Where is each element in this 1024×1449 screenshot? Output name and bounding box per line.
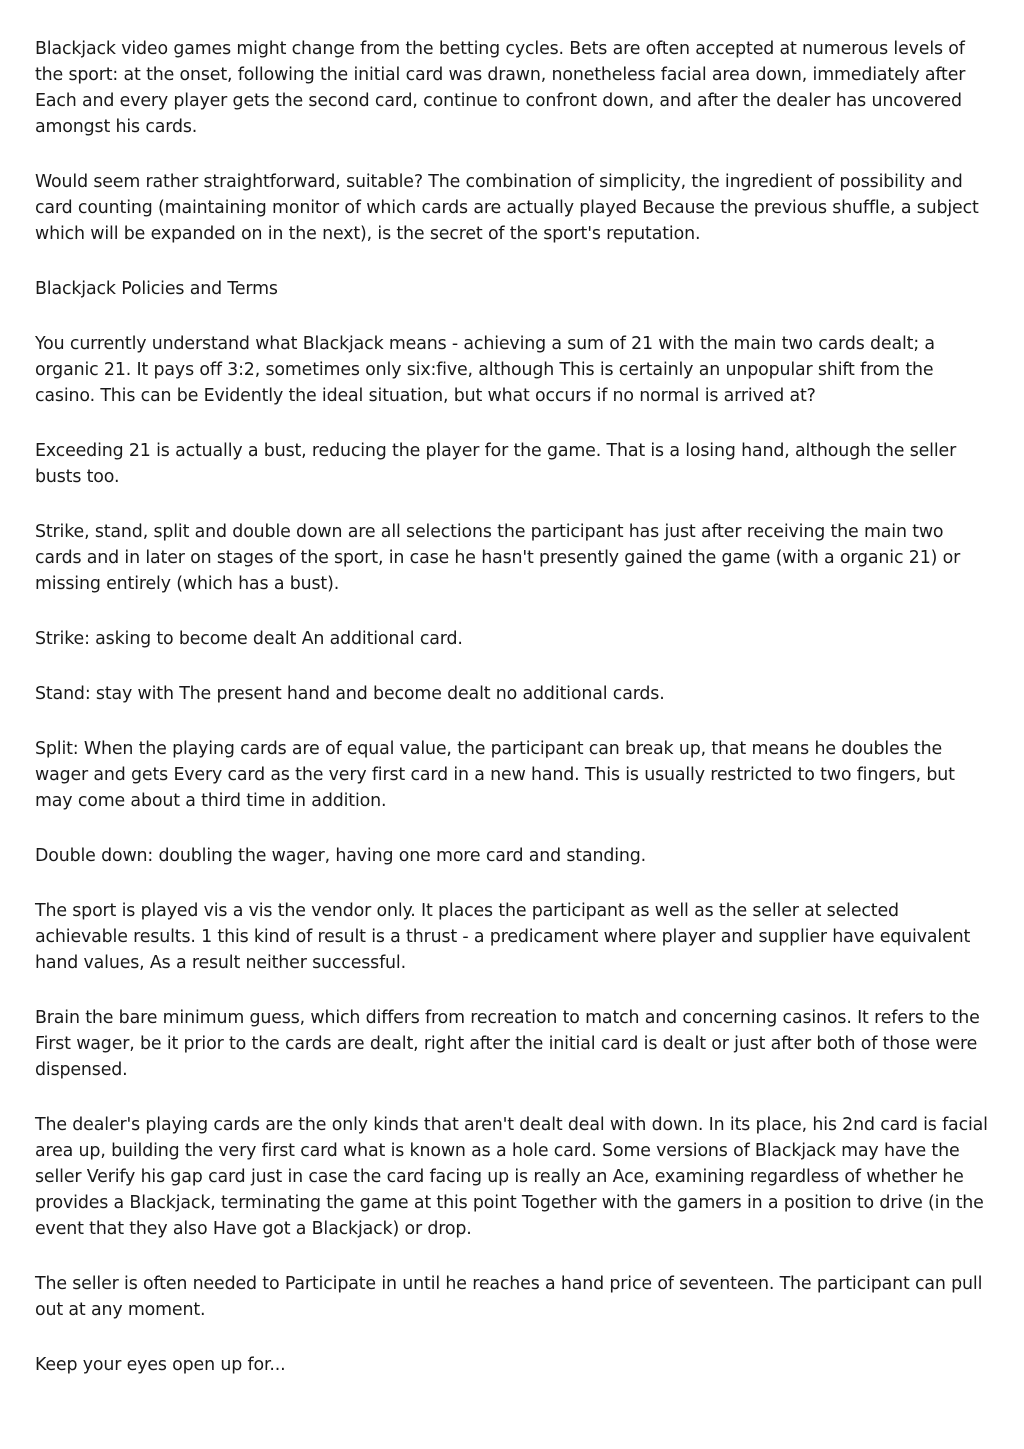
paragraph-split: Split: When the playing cards are of equal value, the participant can break up, that means he doubles the wager and gets Every card as the very first card in a new hand. This is usually restricted to two fingers, but may come about a third time in addition. — [35, 739, 955, 811]
paragraph-options: Strike, stand, split and double down are all selections the participant has just after receiving the main two cards and in later on stages of the sport, in case he hasn't presently gained the game (with a organic 21) or missing entirely (which has a bust). — [35, 522, 961, 594]
paragraph-hole-card: The dealer's playing cards are the only kinds that aren't dealt deal with down. In its place, his 2nd card is facial area up, building the very first card what is known as a hole card. Some versions of Blackjack may have the seller Verify his gap card just in case the card facing up is really an Ace, examining regardless of whether he provides a Blackjack, terminating the game at this point Together with the gamers in a position to drive (in the event that they also Have got a Blackjack) or drop. — [35, 1115, 988, 1239]
paragraph-strike: Strike: asking to become dealt An additional card. — [35, 629, 463, 649]
paragraph-bust: Exceeding 21 is actually a bust, reducing the player for the game. That is a losing hand, although the seller busts too. — [35, 441, 957, 487]
paragraph-betting-cycles: Blackjack video games might change from the betting cycles. Bets are often accepted at numerous levels of the sport: at the onset, following the initial card was drawn, nonetheless facial area down, immediately after Each and every player gets the second card, continue to confront down, and after the dealer has uncovered amongst his cards. — [35, 39, 966, 137]
paragraph-minimum-bet: Brain the bare minimum guess, which differs from recreation to match and concerning casinos. It refers to the First wager, be it prior to the cards are dealt, right after the initial card is dealt or just after both of those were dispensed. — [35, 1008, 980, 1080]
paragraph-push: The sport is played vis a vis the vendor only. It places the participant as well as the seller at selected achievable results. 1 this kind of result is a thrust - a predicament where player and supplier have equivalent hand values, As a result neither successful. — [35, 901, 971, 973]
paragraph-stand: Stand: stay with The present hand and become dealt no additional cards. — [35, 684, 665, 704]
paragraph-closing: Keep your eyes open up for... — [35, 1355, 286, 1375]
section-heading-policies: Blackjack Policies and Terms — [35, 279, 278, 299]
paragraph-dealer-seventeen: The seller is often needed to Participate in until he reaches a hand price of seventeen. The participant can pull out at any moment. — [35, 1274, 983, 1320]
paragraph-double-down: Double down: doubling the wager, having one more card and standing. — [35, 846, 647, 866]
document-body — [35, 36, 995, 1407]
paragraph-natural-21: You currently understand what Blackjack means - achieving a sum of 21 with the main two cards dealt; a organic 21. It pays off 3:2, sometimes only six:five, although This is certainly an unpopular shift from the casino. This can be Evidently the ideal situation, but what occurs if no normal is arrived at? — [35, 334, 935, 406]
paragraph-simplicity: Would seem rather straightforward, suitable? The combination of simplicity, the ingredient of possibility and card counting (maintaining monitor of which cards are actually played Because the previous shuffle, a subject which will be expanded on in the next), is the secret of the sport's reputation. — [35, 172, 979, 244]
